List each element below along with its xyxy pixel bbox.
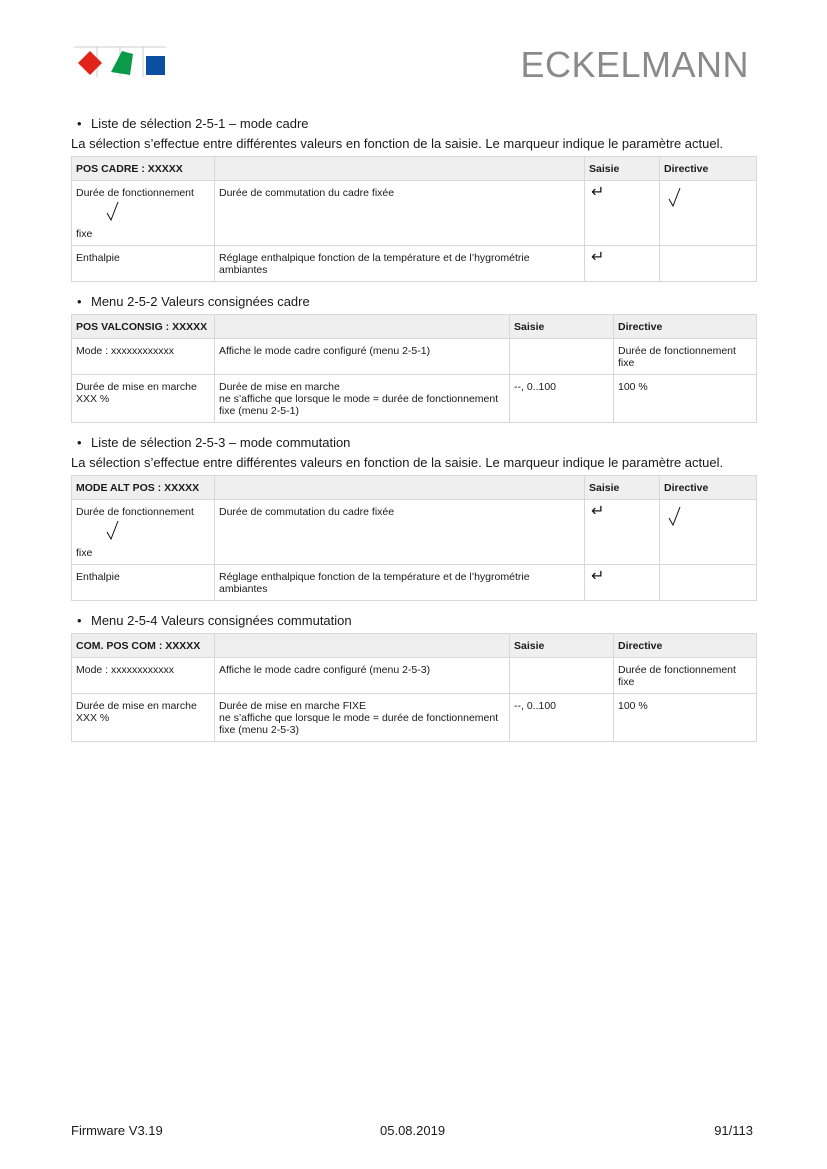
table-header: Saisie [585, 476, 660, 500]
eckelmann-logo-icon [74, 46, 166, 78]
table-header: COM. POS COM : XXXXX [72, 634, 215, 658]
table-cell: Mode : xxxxxxxxxxxx [72, 658, 215, 694]
footer-date: 05.08.2019 [380, 1123, 446, 1138]
table-pos-valconsig [71, 314, 757, 423]
section-heading: • Menu 2-5-2 Valeurs consignées cadre [77, 294, 310, 309]
enter-key-icon: ↵ [591, 503, 605, 520]
table-cell: 100 % [614, 375, 757, 423]
table-header: Saisie [510, 634, 614, 658]
section-heading: • Liste de sélection 2-5-1 – mode cadre [77, 116, 309, 131]
table-header-row [72, 634, 757, 658]
table-header: POS VALCONSIG : XXXXX [72, 315, 215, 339]
table-cell: --, 0..100 [510, 694, 614, 742]
table-row [72, 500, 757, 565]
table-cell: Durée de mise en marche FIXE ne s’affiche que lorsque le mode = durée de fonctionnement fixe (menu 2-5-3) [215, 694, 510, 742]
table-cell: Enthalpie [72, 246, 215, 282]
table-header-row [72, 315, 757, 339]
table-header: Saisie [585, 157, 660, 181]
table-cell: Durée de mise en marche XXX % [72, 375, 215, 423]
table-cell: Durée de fonctionnement fixe [72, 500, 215, 565]
table-cell: --, 0..100 [510, 375, 614, 423]
table-cell: Réglage enthalpique fonction de la température et de l’hygrométrie ambiantes [215, 565, 585, 601]
footer-page-number: 91/113 [714, 1123, 753, 1138]
table-header: POS CADRE : XXXXX [72, 157, 215, 181]
table-header: MODE ALT POS : XXXXX [72, 476, 215, 500]
brand-name: ECKELMANN [520, 44, 749, 85]
enter-key-icon: ↵ [591, 568, 605, 585]
paragraph: La sélection s’effectue entre différentes valeurs en fonction de la saisie. Le marqueur indique le paramètre actuel. [71, 455, 724, 470]
check-mark-icon [668, 187, 682, 207]
table-row [72, 181, 757, 246]
section-heading: • Liste de sélection 2-5-3 – mode commutation [77, 435, 351, 450]
table-cell [585, 181, 660, 246]
table-cell: Durée de mise en marche ne s’affiche que lorsque le mode = durée de fonctionnement fixe (menu 2-5-1) [215, 375, 510, 423]
page-content [71, 116, 756, 754]
table-row [72, 565, 757, 601]
table-cell [660, 246, 757, 282]
red-diamond [78, 51, 102, 75]
table-cell: Durée de commutation du cadre fixée [215, 181, 585, 246]
table-cell: 100 % [614, 694, 757, 742]
enter-key-icon: ↵ [591, 249, 605, 266]
table-cell: Mode : xxxxxxxxxxxx [72, 339, 215, 375]
table-cell: Réglage enthalpique fonction de la température et de l’hygrométrie ambiantes [215, 246, 585, 282]
table-mode-alt-pos [71, 475, 757, 601]
table-cell: Enthalpie [72, 565, 215, 601]
table-cell [585, 565, 660, 601]
table-cell: Durée de fonctionnement fixe [614, 658, 757, 694]
table-com-pos-com [71, 633, 757, 742]
table-cell [660, 565, 757, 601]
table-cell [510, 658, 614, 694]
table-header [215, 315, 510, 339]
table-cell [510, 339, 614, 375]
table-header: Directive [660, 476, 757, 500]
table-header [215, 476, 585, 500]
table-row [72, 694, 757, 742]
green-diamond [111, 51, 133, 75]
table-cell: Affiche le mode cadre configuré (menu 2-5-3) [215, 658, 510, 694]
table-cell: Durée de mise en marche XXX % [72, 694, 215, 742]
table-cell: Durée de fonctionnement fixe [614, 339, 757, 375]
table-cell [660, 500, 757, 565]
check-mark-icon [106, 201, 120, 221]
table-header-row [72, 476, 757, 500]
paragraph: La sélection s’effectue entre différentes valeurs en fonction de la saisie. Le marqueur indique le paramètre actuel. [71, 136, 724, 151]
table-row [72, 339, 757, 375]
table-header-row [72, 157, 757, 181]
table-cell [585, 246, 660, 282]
table-row [72, 246, 757, 282]
table-cell: Durée de fonctionnement fixe [72, 181, 215, 246]
table-pos-cadre [71, 156, 757, 282]
table-header [215, 157, 585, 181]
table-cell: Durée de commutation du cadre fixée [215, 500, 585, 565]
blue-square [146, 56, 165, 75]
table-header [215, 634, 510, 658]
table-header: Directive [614, 634, 757, 658]
enter-key-icon: ↵ [591, 184, 605, 201]
table-header: Saisie [510, 315, 614, 339]
check-mark-icon [668, 506, 682, 526]
table-row [72, 375, 757, 423]
table-cell [585, 500, 660, 565]
footer-firmware: Firmware V3.19 [71, 1123, 163, 1138]
table-header: Directive [660, 157, 757, 181]
table-cell: Affiche le mode cadre configuré (menu 2-5-1) [215, 339, 510, 375]
table-row [72, 658, 757, 694]
section-heading: • Menu 2-5-4 Valeurs consignées commutation [77, 613, 352, 628]
check-mark-icon [106, 520, 120, 540]
table-cell [660, 181, 757, 246]
table-header: Directive [614, 315, 757, 339]
